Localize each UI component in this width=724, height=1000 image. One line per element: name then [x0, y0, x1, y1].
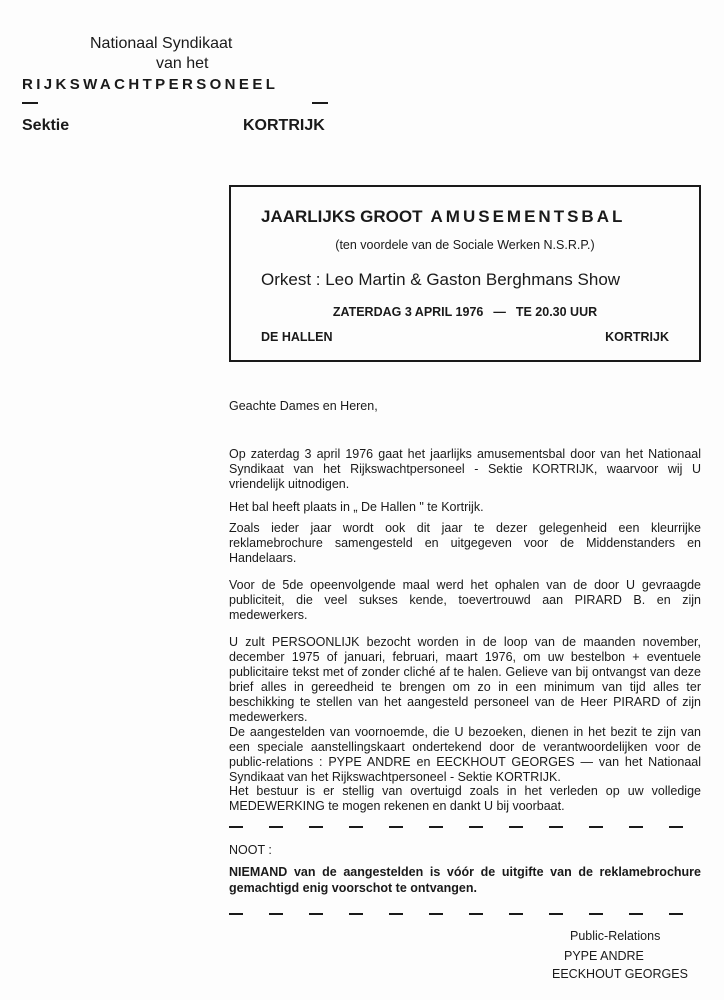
event-subtitle: (ten voordele van de Sociale Werken N.S.R.P.): [335, 238, 595, 252]
letter-paragraph: De aangestelden van voornoemde, die U bezoeken, dienen in het bezit te zijn van een speciale aanstellingskaart ondertekend door de verantwoordelijken voor de public-relations : PYPE ANDRE en EECKHOUT GEORGES — van het Nationaal Syndikaat van het Rijkswachtpersoneel - Sektie KORTRIJK.: [229, 725, 701, 784]
event-city: KORTRIJK: [605, 330, 669, 344]
letterhead-divider-right: [312, 102, 328, 104]
note-label: NOOT :: [229, 843, 272, 857]
letter-paragraph: Voor de 5de opeenvolgende maal werd het ophalen van de door U gevraagde publiciteit, die veel sukses kende, toevertrouwd aan PIRARD B. en zijn medewerkers.: [229, 578, 701, 622]
letter-paragraph: Op zaterdag 3 april 1976 gaat het jaarlijks amusementsbal door van het Nationaal Syndikaat van het Rijkswachtpersoneel - Sektie KORTRIJK, waarvoor wij U vriendelijk uitnodigen.: [229, 447, 701, 491]
letter-salutation: Geachte Dames en Heren,: [229, 399, 378, 413]
letterhead-org-line1: Nationaal Syndikaat: [90, 35, 233, 52]
signature-name: PYPE ANDRE: [564, 949, 644, 963]
event-announcement-box: [229, 185, 701, 362]
letterhead-section-city: KORTRIJK: [243, 117, 325, 134]
event-date: ZATERDAG 3 APRIL 1976: [332, 305, 484, 319]
letterhead-org-line3: RIJKSWACHTPERSONEEL: [22, 76, 279, 93]
event-title-part2: AMUSEMENTSBAL: [430, 207, 626, 226]
letter-paragraph: U zult PERSOONLIJK bezocht worden in de loop van de maanden november, december 1975 of januari, februari, maart 1976, om uw bestelbon + eventuele publicitaire tekst met of zonder cliché af te halen. Gelieve van bij ontvangst van deze brief alles in gereedheid te brengen om zo in een minimum van tijd alles ter beschikking te stellen van het aangesteld personeel van de Heer PIRARD of zijn medewerkers.: [229, 635, 701, 724]
signature-role: Public-Relations: [570, 929, 661, 943]
letter-paragraph: Het bal heeft plaats in „ De Hallen " te Kortrijk.: [229, 500, 484, 514]
event-orchestra: Orkest : Leo Martin & Gaston Berghmans Show: [261, 270, 621, 289]
letter-paragraph: Zoals ieder jaar wordt ook dit jaar te dezer gelegenheid een kleurrijke reklamebrochure samengesteld en uitgegeven voor de Middenstanders en Handelaars.: [229, 521, 701, 565]
letterhead-org-line2: van het: [156, 55, 209, 72]
note-text: NIEMAND van de aangestelden is vóór de uitgifte van de reklamebrochure gemachtigd enig voorschot te ontvangen.: [229, 865, 701, 895]
dashed-divider: [229, 826, 701, 828]
letter-paragraph: Het bestuur is er stellig van overtuigd zoals in het verleden op uw volledige MEDEWERKING te mogen rekenen en dankt U bij voorbaat.: [229, 784, 701, 813]
event-venue: DE HALLEN: [261, 330, 333, 344]
letterhead-divider-left: [22, 102, 38, 104]
event-title-part1: JAARLIJKS GROOT: [261, 207, 423, 226]
event-time: TE 20.30 UUR: [515, 305, 598, 319]
signature-name: EECKHOUT GEORGES: [552, 967, 688, 981]
event-date-separator: —: [493, 305, 506, 319]
event-date-time: [231, 304, 699, 320]
event-title: [261, 207, 625, 227]
letterhead-section-label: Sektie: [22, 117, 70, 134]
dashed-divider: [229, 913, 701, 915]
